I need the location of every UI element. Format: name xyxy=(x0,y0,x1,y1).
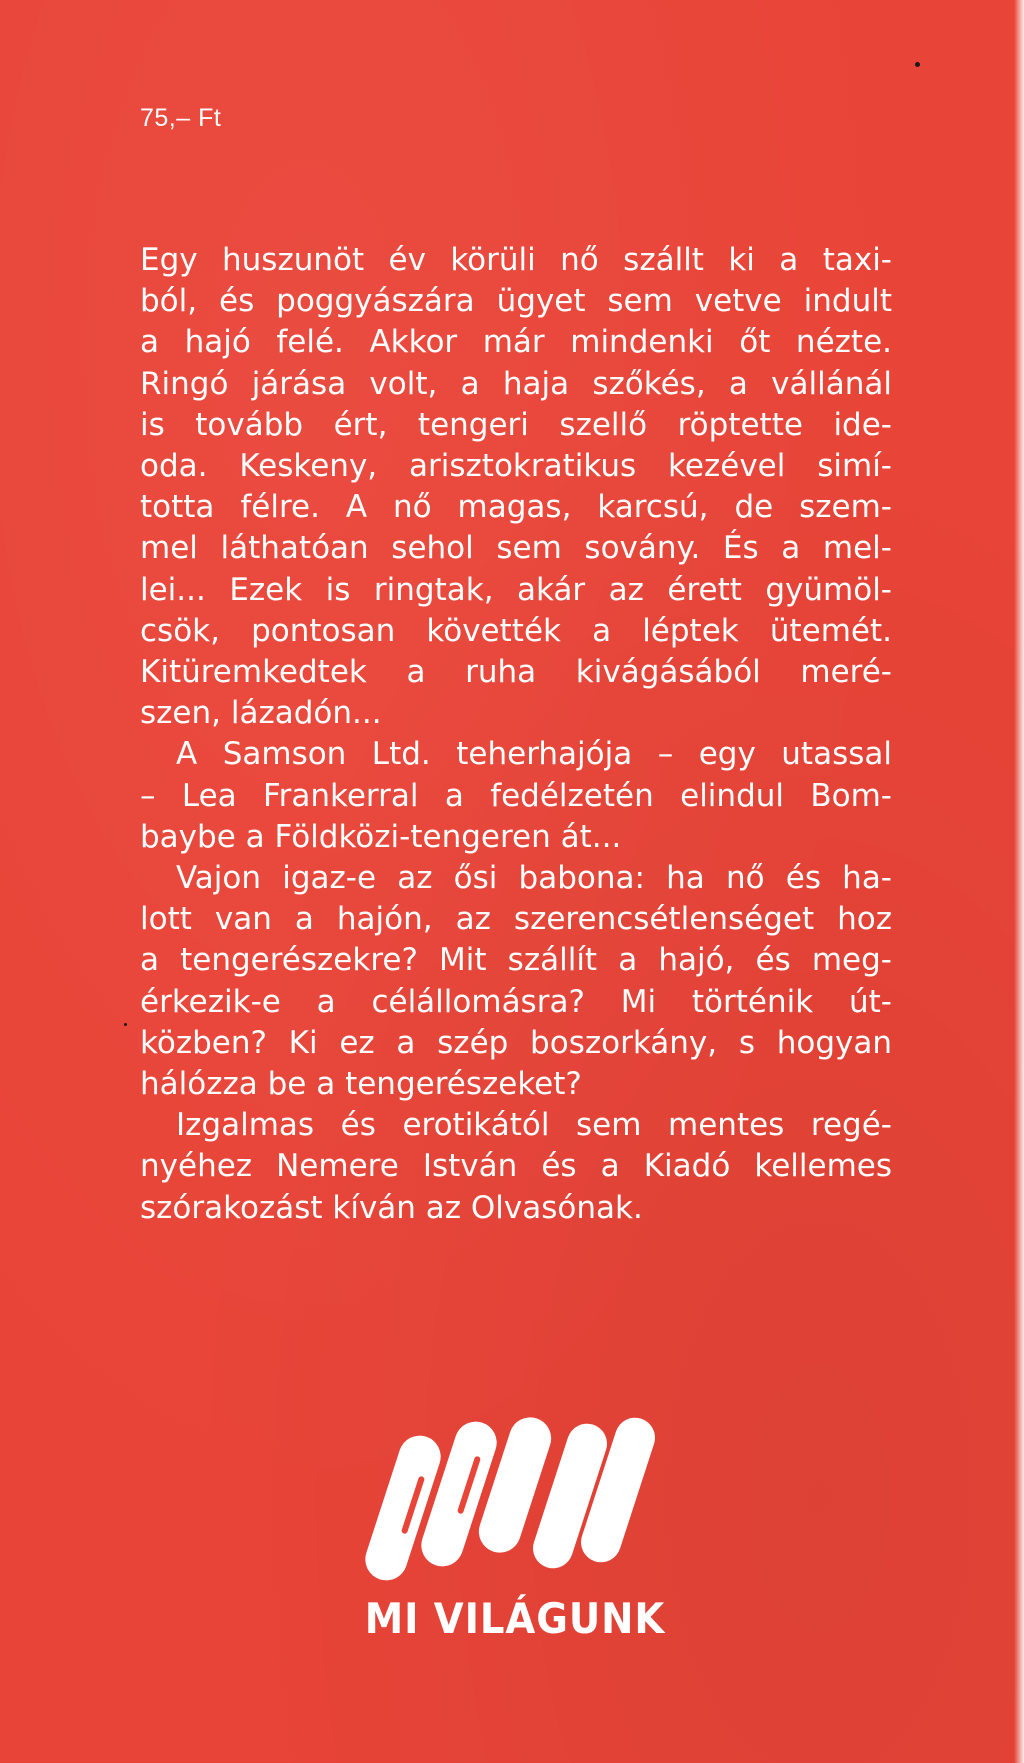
blurb-line: lott van a hajón, az szerencsétlenséget hoz xyxy=(140,901,892,938)
blurb-line: a tengerészekre? Mit szállít a hajó, és meg- xyxy=(140,942,892,979)
blurb-line: szen, lázadón... xyxy=(140,695,382,732)
blurb-line: ból, és poggyászára ügyet sem vetve indult xyxy=(140,283,892,320)
blurb-line: lei... Ezek is ringtak, akár az érett gyümöl- xyxy=(140,571,892,608)
print-speck xyxy=(124,1023,127,1026)
page-edge xyxy=(1014,0,1024,1763)
blurb-line: szórakozást kíván az Olvasónak. xyxy=(140,1189,643,1226)
print-speck xyxy=(915,62,920,67)
blurb-line: mel láthatóan sehol sem sovány. És a mel- xyxy=(140,530,892,567)
blurb-line: Vajon igaz-e az ősi babona: ha nő és ha- xyxy=(176,860,892,897)
price-label: 75,– Ft xyxy=(140,104,222,132)
blurb-line: Izgalmas és erotikától sem mentes regé- xyxy=(176,1107,892,1144)
publisher-logo xyxy=(325,1415,705,1645)
mv-logo-mark xyxy=(360,1415,660,1585)
blurb-line: A Samson Ltd. teherhajója – egy utassal xyxy=(176,736,892,773)
blurb-line: a hajó felé. Akkor már mindenki őt nézte. xyxy=(140,324,892,361)
blurb-line: közben? Ki ez a szép boszorkány, s hogyan xyxy=(140,1024,892,1061)
blurb-line: totta félre. A nő magas, karcsú, de szem- xyxy=(140,489,892,526)
blurb-text xyxy=(140,240,892,1229)
blurb-line: érkezik-e a célállomásra? Mi történik út- xyxy=(140,983,892,1020)
blurb-line: Egy huszunöt év körüli nő szállt ki a taxi- xyxy=(140,242,892,278)
blurb-line: Kitüremkedtek a ruha kivágásából meré- xyxy=(140,654,892,691)
blurb-line: hálózza be a tengerészeket? xyxy=(140,1066,582,1103)
series-name: MI VILÁGUNK xyxy=(364,1594,666,1643)
blurb-line: Ringó járása volt, a haja szőkés, a vállánál xyxy=(140,365,892,402)
blurb-line: is tovább ért, tengeri szellő röptette ide- xyxy=(140,406,892,443)
blurb-line: baybe a Földközi-tengeren át... xyxy=(140,818,622,855)
blurb-line: nyéhez Nemere István és a Kiadó kellemes xyxy=(140,1148,892,1185)
blurb-line: csök, pontosan követték a léptek ütemét. xyxy=(140,612,892,649)
blurb-line: oda. Keskeny, arisztokratikus kezével simí- xyxy=(140,448,892,485)
blurb-line: – Lea Frankerral a fedélzetén elindul Bom- xyxy=(140,777,892,814)
